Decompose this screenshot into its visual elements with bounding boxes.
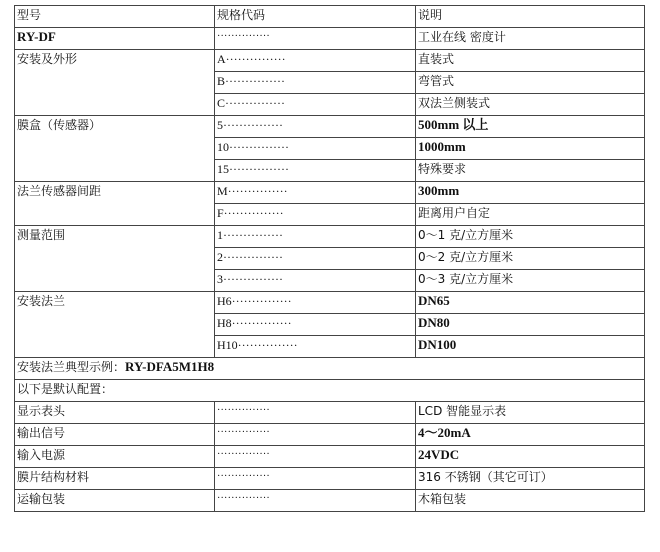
- group-label-mounting: 安装及外形: [15, 50, 215, 116]
- option-description: 特殊要求: [416, 160, 645, 182]
- option-code: H6···············: [215, 292, 416, 314]
- option-description: 500mm 以上: [416, 116, 645, 138]
- option-code: M···············: [215, 182, 416, 204]
- table-row: [15, 50, 645, 72]
- default-code: ···············: [215, 402, 416, 424]
- header-spec-code: 规格代码: [215, 6, 416, 28]
- option-description: 双法兰侧装式: [416, 94, 645, 116]
- table-row: [15, 424, 645, 446]
- example-cell: [15, 358, 645, 380]
- option-code: 3···············: [215, 270, 416, 292]
- option-code: 1···············: [215, 226, 416, 248]
- default-label: 输出信号: [15, 424, 215, 446]
- table-row: [15, 468, 645, 490]
- option-code: B···············: [215, 72, 416, 94]
- model-name: RY-DF: [15, 28, 215, 50]
- defaults-title-row: [15, 380, 645, 402]
- default-description: 4～20mA: [416, 424, 645, 446]
- header-model: 型号: [15, 6, 215, 28]
- option-description: 弯管式: [416, 72, 645, 94]
- table-row: [15, 226, 645, 248]
- default-description: 木箱包装: [416, 490, 645, 512]
- default-label: 显示表头: [15, 402, 215, 424]
- option-code: 5···············: [215, 116, 416, 138]
- option-code: 2···············: [215, 248, 416, 270]
- table-row: [15, 116, 645, 138]
- option-code: F···············: [215, 204, 416, 226]
- table-row: [15, 490, 645, 512]
- option-code: C···············: [215, 94, 416, 116]
- option-description: DN65: [416, 292, 645, 314]
- option-code: H8···············: [215, 314, 416, 336]
- table-row: [15, 446, 645, 468]
- header-description: 说明: [416, 6, 645, 28]
- table-row: [15, 292, 645, 314]
- option-code: 15···············: [215, 160, 416, 182]
- model-row: [15, 28, 645, 50]
- table-row: [15, 402, 645, 424]
- group-label-range: 测量范围: [15, 226, 215, 292]
- default-description: LCD 智能显示表: [416, 402, 645, 424]
- option-description: 1000mm: [416, 138, 645, 160]
- default-code: ···············: [215, 490, 416, 512]
- default-description: 316 不锈钢（其它可订）: [416, 468, 645, 490]
- model-description: 工业在线 密度计: [416, 28, 645, 50]
- default-code: ···············: [215, 446, 416, 468]
- spec-document: [14, 5, 644, 512]
- group-label-flange-spacing: 法兰传感器间距: [15, 182, 215, 226]
- example-code: RY-DFA5M1H8: [125, 359, 215, 374]
- option-description: 0～1 克/立方厘米: [416, 226, 645, 248]
- default-label: 运输包装: [15, 490, 215, 512]
- table-header-row: [15, 6, 645, 28]
- option-code: H10···············: [215, 336, 416, 358]
- defaults-title: 以下是默认配置：: [15, 380, 645, 402]
- table-row: [15, 182, 645, 204]
- option-description: DN100: [416, 336, 645, 358]
- option-description: 距离用户自定: [416, 204, 645, 226]
- option-description: 直装式: [416, 50, 645, 72]
- example-label: 安装法兰典型示例：: [17, 360, 126, 374]
- option-description: 0～3 克/立方厘米: [416, 270, 645, 292]
- group-label-mounting-flange: 安装法兰: [15, 292, 215, 358]
- model-selection-table: [14, 5, 645, 512]
- option-description: 0～2 克/立方厘米: [416, 248, 645, 270]
- option-description: DN80: [416, 314, 645, 336]
- default-label: 输入电源: [15, 446, 215, 468]
- option-code: 10···············: [215, 138, 416, 160]
- default-description: 24VDC: [416, 446, 645, 468]
- example-row: [15, 358, 645, 380]
- default-code: ···············: [215, 468, 416, 490]
- default-code: ···············: [215, 424, 416, 446]
- model-code: ···············: [215, 28, 416, 50]
- option-description: 300mm: [416, 182, 645, 204]
- default-label: 膜片结构材料: [15, 468, 215, 490]
- option-code: A···············: [215, 50, 416, 72]
- group-label-diaphragm: 膜盒（传感器）: [15, 116, 215, 182]
